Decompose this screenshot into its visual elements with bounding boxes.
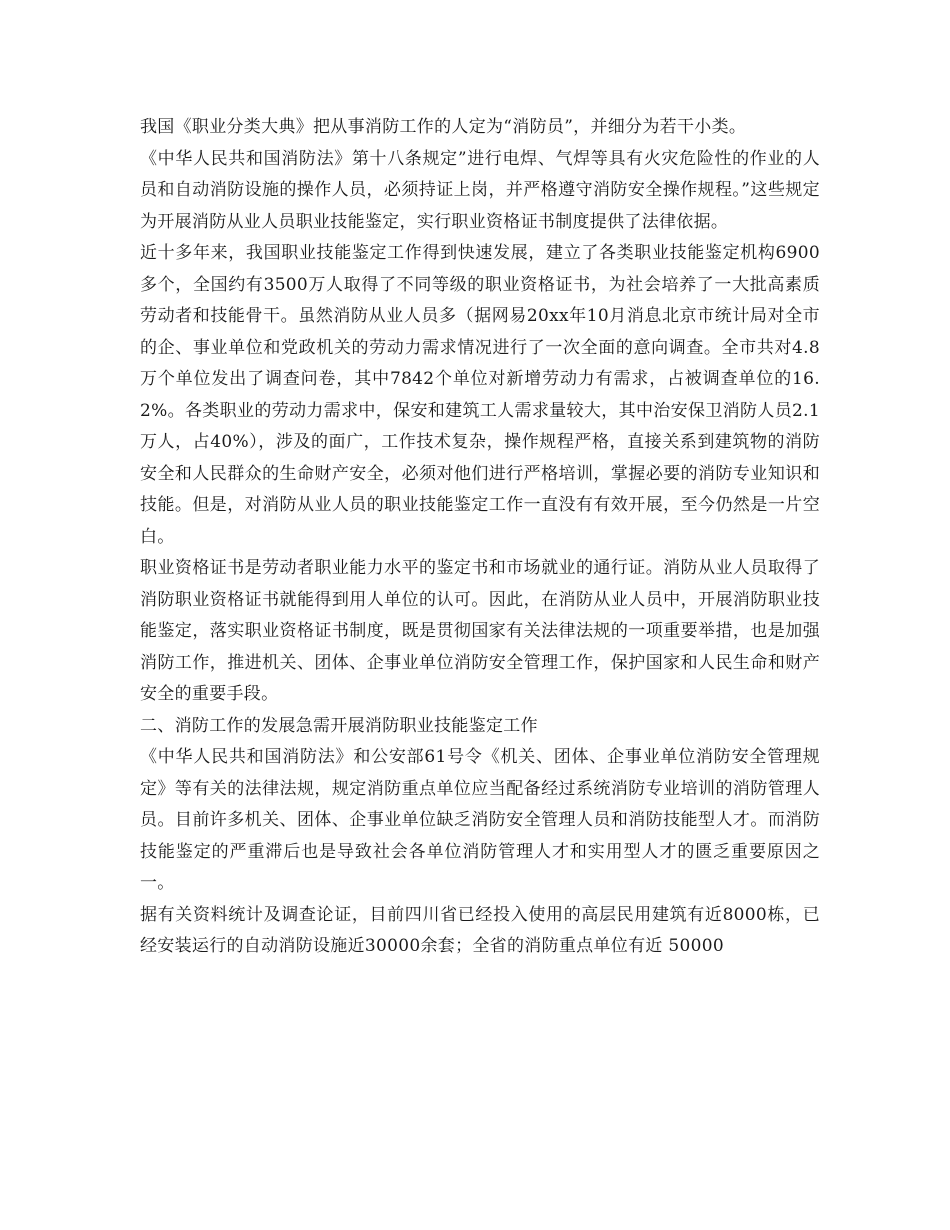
paragraph-fire-law-article-18: 《中华人民共和国消防法》第十八条规定”进行电焊、气焊等具有火灾危险性的作业的人员和自动消防设施的操作人员，必须持证上岗，并严格遵守消防安全操作规程。”这些规定为开展消防从业人员职业技能鉴定，实行职业资格证书制度提供了法律依据。 xyxy=(140,148,820,232)
document-body xyxy=(140,112,820,963)
paragraph-skill-appraisal-development: 近十多年来，我国职业技能鉴定工作得到快速发展，建立了各类职业技能鉴定机构6900多个，全国约有3500万人取得了不同等级的职业资格证书，为社会培养了一大批高素质劳动者和技能骨干。虽然消防从业人员多（据网易20xx年10月消息北京市统计局对全市的企、事业单位和党政机关的劳动力需求情况进行了一次全面的意向调查。全市共对4.8万个单位发出了调查问卷，其中7842个单位对新增劳动力有需求，占被调查单位的16.2%。各类职业的劳动力需求中，保安和建筑工人需求量较大，其中治安保卫消防人员2.1万人，占40%），涉及的面广，工作技术复杂，操作规程严格，直接关系到建筑物的消防安全和人民群众的生命财产安全，必须对他们进行严格培训，掌握必要的消防专业知识和技能。但是，对消防从业人员的职业技能鉴定工作一直没有有效开展，至今仍然是一片空白。 xyxy=(140,243,820,547)
paragraph-classification: 我国《职业分类大典》把从事消防工作的人定为“消防员”，并细分为若干小类。 xyxy=(140,117,747,137)
paragraph-qualification-certificate: 职业资格证书是劳动者职业能力水平的鉴定书和市场就业的通行证。消防从业人员取得了消防职业资格证书就能得到用人单位的认可。因此，在消防从业人员中，开展消防职业技能鉴定，落实职业资格证书制度，既是贯彻国家有关法律法规的一项重要举措，也是加强消防工作，推进机关、团体、企事业单位消防安全管理工作，保护国家和人民生命和财产安全的重要手段。 xyxy=(140,558,820,704)
paragraph-regulations: 《中华人民共和国消防法》和公安部61号令《机关、团体、企事业单位消防安全管理规定》等有关的法律法规，规定消防重点单位应当配备经过系统消防专业培训的消防管理人员。目前许多机关、团体、企事业单位缺乏消防安全管理人员和消防技能型人才。而消防技能鉴定的严重滞后也是导致社会各单位消防管理人才和实用型人才的匮乏重要原因之一。 xyxy=(140,747,820,893)
paragraph-sichuan-statistics: 据有关资料统计及调查论证，目前四川省已经投入使用的高层民用建筑有近8000栋，已经安装运行的自动消防设施近30000余套；全省的消防重点单位有近 50000 xyxy=(140,904,820,956)
section-heading-2: 二、消防工作的发展急需开展消防职业技能鉴定工作 xyxy=(140,715,538,736)
